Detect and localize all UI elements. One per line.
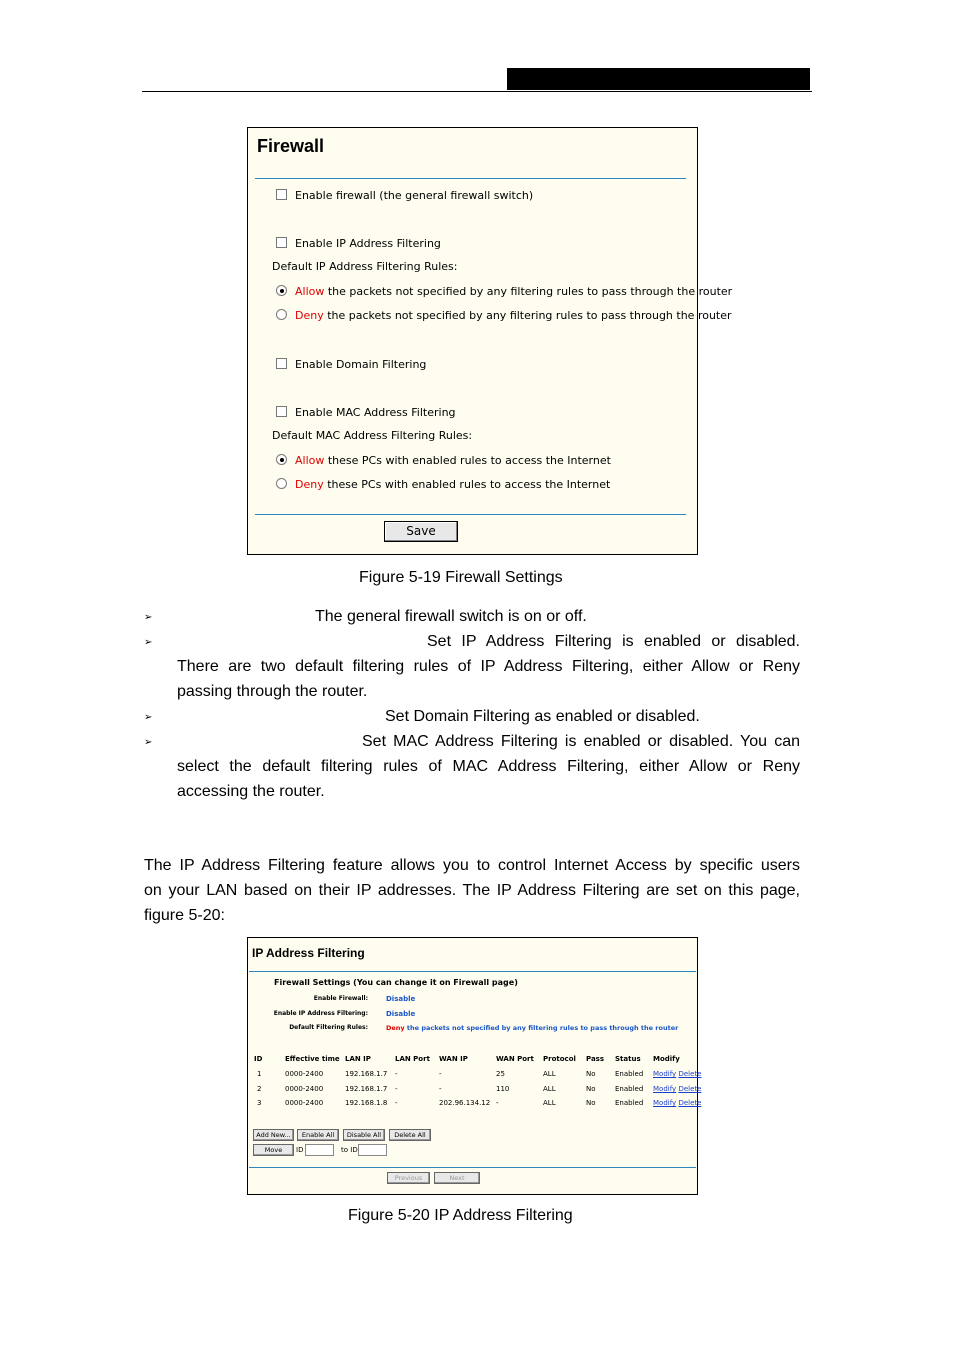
col-header: Modify	[653, 1055, 680, 1063]
enable-ip-value: Disable	[386, 1010, 416, 1018]
default-rules-deny: Deny	[386, 1024, 405, 1032]
enable-domain-checkbox[interactable]	[276, 358, 287, 369]
header-bar	[507, 68, 810, 90]
cell: Enabled	[615, 1070, 644, 1078]
enable-firewall-label: Enable firewall (the general firewall switch)	[295, 189, 534, 202]
move-button[interactable]: Move	[253, 1144, 294, 1156]
cell: No	[586, 1099, 596, 1107]
move-to-id-input[interactable]	[358, 1144, 387, 1156]
cell: 1	[257, 1070, 262, 1078]
figure-caption: Figure 5-19 Firewall Settings	[359, 569, 563, 586]
col-header: LAN IP	[345, 1055, 371, 1063]
previous-button[interactable]: Previous	[387, 1172, 430, 1184]
ip-deny-word: Deny	[295, 309, 324, 322]
ip-allow-row	[276, 285, 732, 298]
bullet-text: The general firewall switch is on or off.	[315, 608, 587, 625]
firewall-panel	[247, 127, 733, 555]
move-id-input[interactable]	[305, 1144, 334, 1156]
enable-mac-label: Enable MAC Address Filtering	[295, 406, 456, 419]
firewall-title: Firewall	[257, 136, 325, 156]
col-header: LAN Port	[395, 1055, 430, 1063]
col-header: ID	[254, 1055, 263, 1063]
delete-link[interactable]: Delete	[678, 1099, 702, 1107]
enable-domain-row	[276, 358, 426, 371]
paragraph-line: on your LAN based on their IP addresses. The IP Address Filtering are set on this page,	[144, 882, 800, 899]
default-rules-text: the packets not specified by any filtering rules to pass through the router	[404, 1024, 679, 1032]
ip-rules-label: Default IP Address Filtering Rules:	[272, 260, 458, 273]
delete-link[interactable]: Delete	[678, 1085, 702, 1093]
paragraph-line: figure 5-20:	[144, 907, 225, 924]
delete-link[interactable]: Delete	[678, 1070, 702, 1078]
paragraph-line: The IP Address Filtering feature allows you to control Internet Access by specific users	[144, 857, 800, 874]
ip-deny-row	[276, 309, 732, 322]
cell: ALL	[543, 1099, 556, 1107]
cell: 0000-2400	[285, 1070, 324, 1078]
cell: 202.96.134.12	[439, 1099, 491, 1107]
cell: Enabled	[615, 1099, 644, 1107]
cell: -	[439, 1085, 442, 1093]
default-rules-label: Default Filtering Rules:	[289, 1024, 368, 1031]
bullet-marker: ➢	[144, 712, 153, 723]
cell: ALL	[543, 1085, 556, 1093]
modify-link[interactable]: Modify	[653, 1085, 677, 1093]
divider	[255, 514, 686, 515]
enable-ip-row	[276, 237, 441, 250]
figure-caption: Figure 5-20 IP Address Filtering	[348, 1207, 573, 1224]
cell: 25	[496, 1070, 505, 1078]
cell: 2	[257, 1085, 262, 1093]
cell: -	[496, 1099, 499, 1107]
cell: ALL	[543, 1070, 556, 1078]
divider	[255, 178, 686, 179]
cell: 0000-2400	[285, 1085, 324, 1093]
bullet-text: There are two default filtering rules of IP Address Filtering, either Allow or Reny	[177, 658, 800, 675]
disable-all-button[interactable]: Disable All	[343, 1129, 385, 1141]
col-header: Status	[615, 1055, 641, 1063]
cell: Enabled	[615, 1085, 644, 1093]
bullet-text: select the default filtering rules of MAC Address Filtering, either Allow or Reny	[177, 758, 800, 775]
mac-deny-radio[interactable]	[276, 478, 287, 489]
header-rule	[142, 91, 812, 92]
next-button[interactable]: Next	[434, 1172, 480, 1184]
enable-ip-label: Enable IP Address Filtering:	[273, 1010, 368, 1017]
mac-rules-label: Default MAC Address Filtering Rules:	[272, 429, 473, 442]
enable-firewall-row	[276, 189, 533, 202]
cell: 192.168.1.8	[345, 1099, 388, 1107]
modify-link[interactable]: Modify	[653, 1099, 677, 1107]
mac-deny-word: Deny	[295, 478, 324, 491]
bullet-text: Set Domain Filtering as enabled or disabled.	[385, 708, 700, 725]
enable-firewall-value: Disable	[386, 995, 416, 1003]
id-label: ID	[296, 1146, 304, 1154]
col-header: Pass	[586, 1055, 604, 1063]
enable-all-button[interactable]: Enable All	[297, 1129, 339, 1141]
cell: 0000-2400	[285, 1099, 324, 1107]
enable-firewall-checkbox[interactable]	[276, 189, 287, 200]
delete-all-button[interactable]: Delete All	[389, 1129, 431, 1141]
enable-ip-filtering-checkbox[interactable]	[276, 237, 287, 248]
bullet-text: accessing the router.	[177, 783, 325, 800]
bullet-marker: ➢	[144, 612, 153, 623]
cell: -	[439, 1070, 442, 1078]
enable-firewall-label: Enable Firewall:	[313, 995, 368, 1002]
ip-allow-radio[interactable]	[276, 285, 287, 296]
enable-ip-label: Enable IP Address Filtering	[295, 237, 441, 250]
enable-mac-row	[276, 406, 456, 419]
to-id-label: to ID	[341, 1146, 358, 1154]
mac-allow-row	[276, 454, 611, 467]
col-header: Effective time	[285, 1055, 340, 1063]
row-actions	[653, 1070, 701, 1078]
mac-allow-radio[interactable]	[276, 454, 287, 465]
bullet-text: passing through the router.	[177, 683, 368, 700]
add-new-button[interactable]: Add New...	[253, 1129, 294, 1141]
ip-deny-radio[interactable]	[276, 309, 287, 320]
cell: No	[586, 1070, 596, 1078]
bullet-text: Set MAC Address Filtering is enabled or disabled. You can	[362, 733, 800, 750]
cell: -	[395, 1085, 398, 1093]
divider	[249, 971, 696, 972]
col-header: WAN Port	[496, 1055, 534, 1063]
cell: 3	[257, 1099, 262, 1107]
enable-domain-label: Enable Domain Filtering	[295, 358, 427, 371]
bullet-text: Set IP Address Filtering is enabled or disabled.	[427, 633, 800, 650]
save-button[interactable]: Save	[384, 521, 458, 542]
col-header: WAN IP	[439, 1055, 468, 1063]
cell: 192.168.1.7	[345, 1070, 388, 1078]
cell: No	[586, 1085, 596, 1093]
row-actions	[653, 1085, 701, 1093]
ip-filtering-panel	[247, 937, 702, 1195]
mac-allow-text: these PCs with enabled rules to access the Internet	[324, 454, 611, 467]
mac-deny-row	[276, 478, 610, 491]
cell: 110	[496, 1085, 510, 1093]
default-rules-value	[386, 1024, 678, 1032]
bullet-marker: ➢	[144, 737, 153, 748]
modify-link[interactable]: Modify	[653, 1070, 677, 1078]
mac-deny-text: these PCs with enabled rules to access the Internet	[323, 478, 611, 491]
divider	[249, 1167, 696, 1168]
ip-allow-text: the packets not specified by any filtering rules to pass through the router	[324, 285, 733, 298]
ip-allow-word: Allow	[295, 285, 325, 298]
col-header: Protocol	[543, 1055, 576, 1063]
bullet-marker: ➢	[144, 637, 153, 648]
ip-filtering-title: IP Address Filtering	[252, 946, 365, 960]
ip-deny-text: the packets not specified by any filtering rules to pass through the router	[323, 309, 732, 322]
cell: -	[395, 1070, 398, 1078]
row-actions	[653, 1099, 701, 1107]
cell: -	[395, 1099, 398, 1107]
mac-allow-word: Allow	[295, 454, 325, 467]
settings-heading: Firewall Settings (You can change it on Firewall page)	[274, 978, 518, 987]
enable-mac-checkbox[interactable]	[276, 406, 287, 417]
cell: 192.168.1.7	[345, 1085, 388, 1093]
